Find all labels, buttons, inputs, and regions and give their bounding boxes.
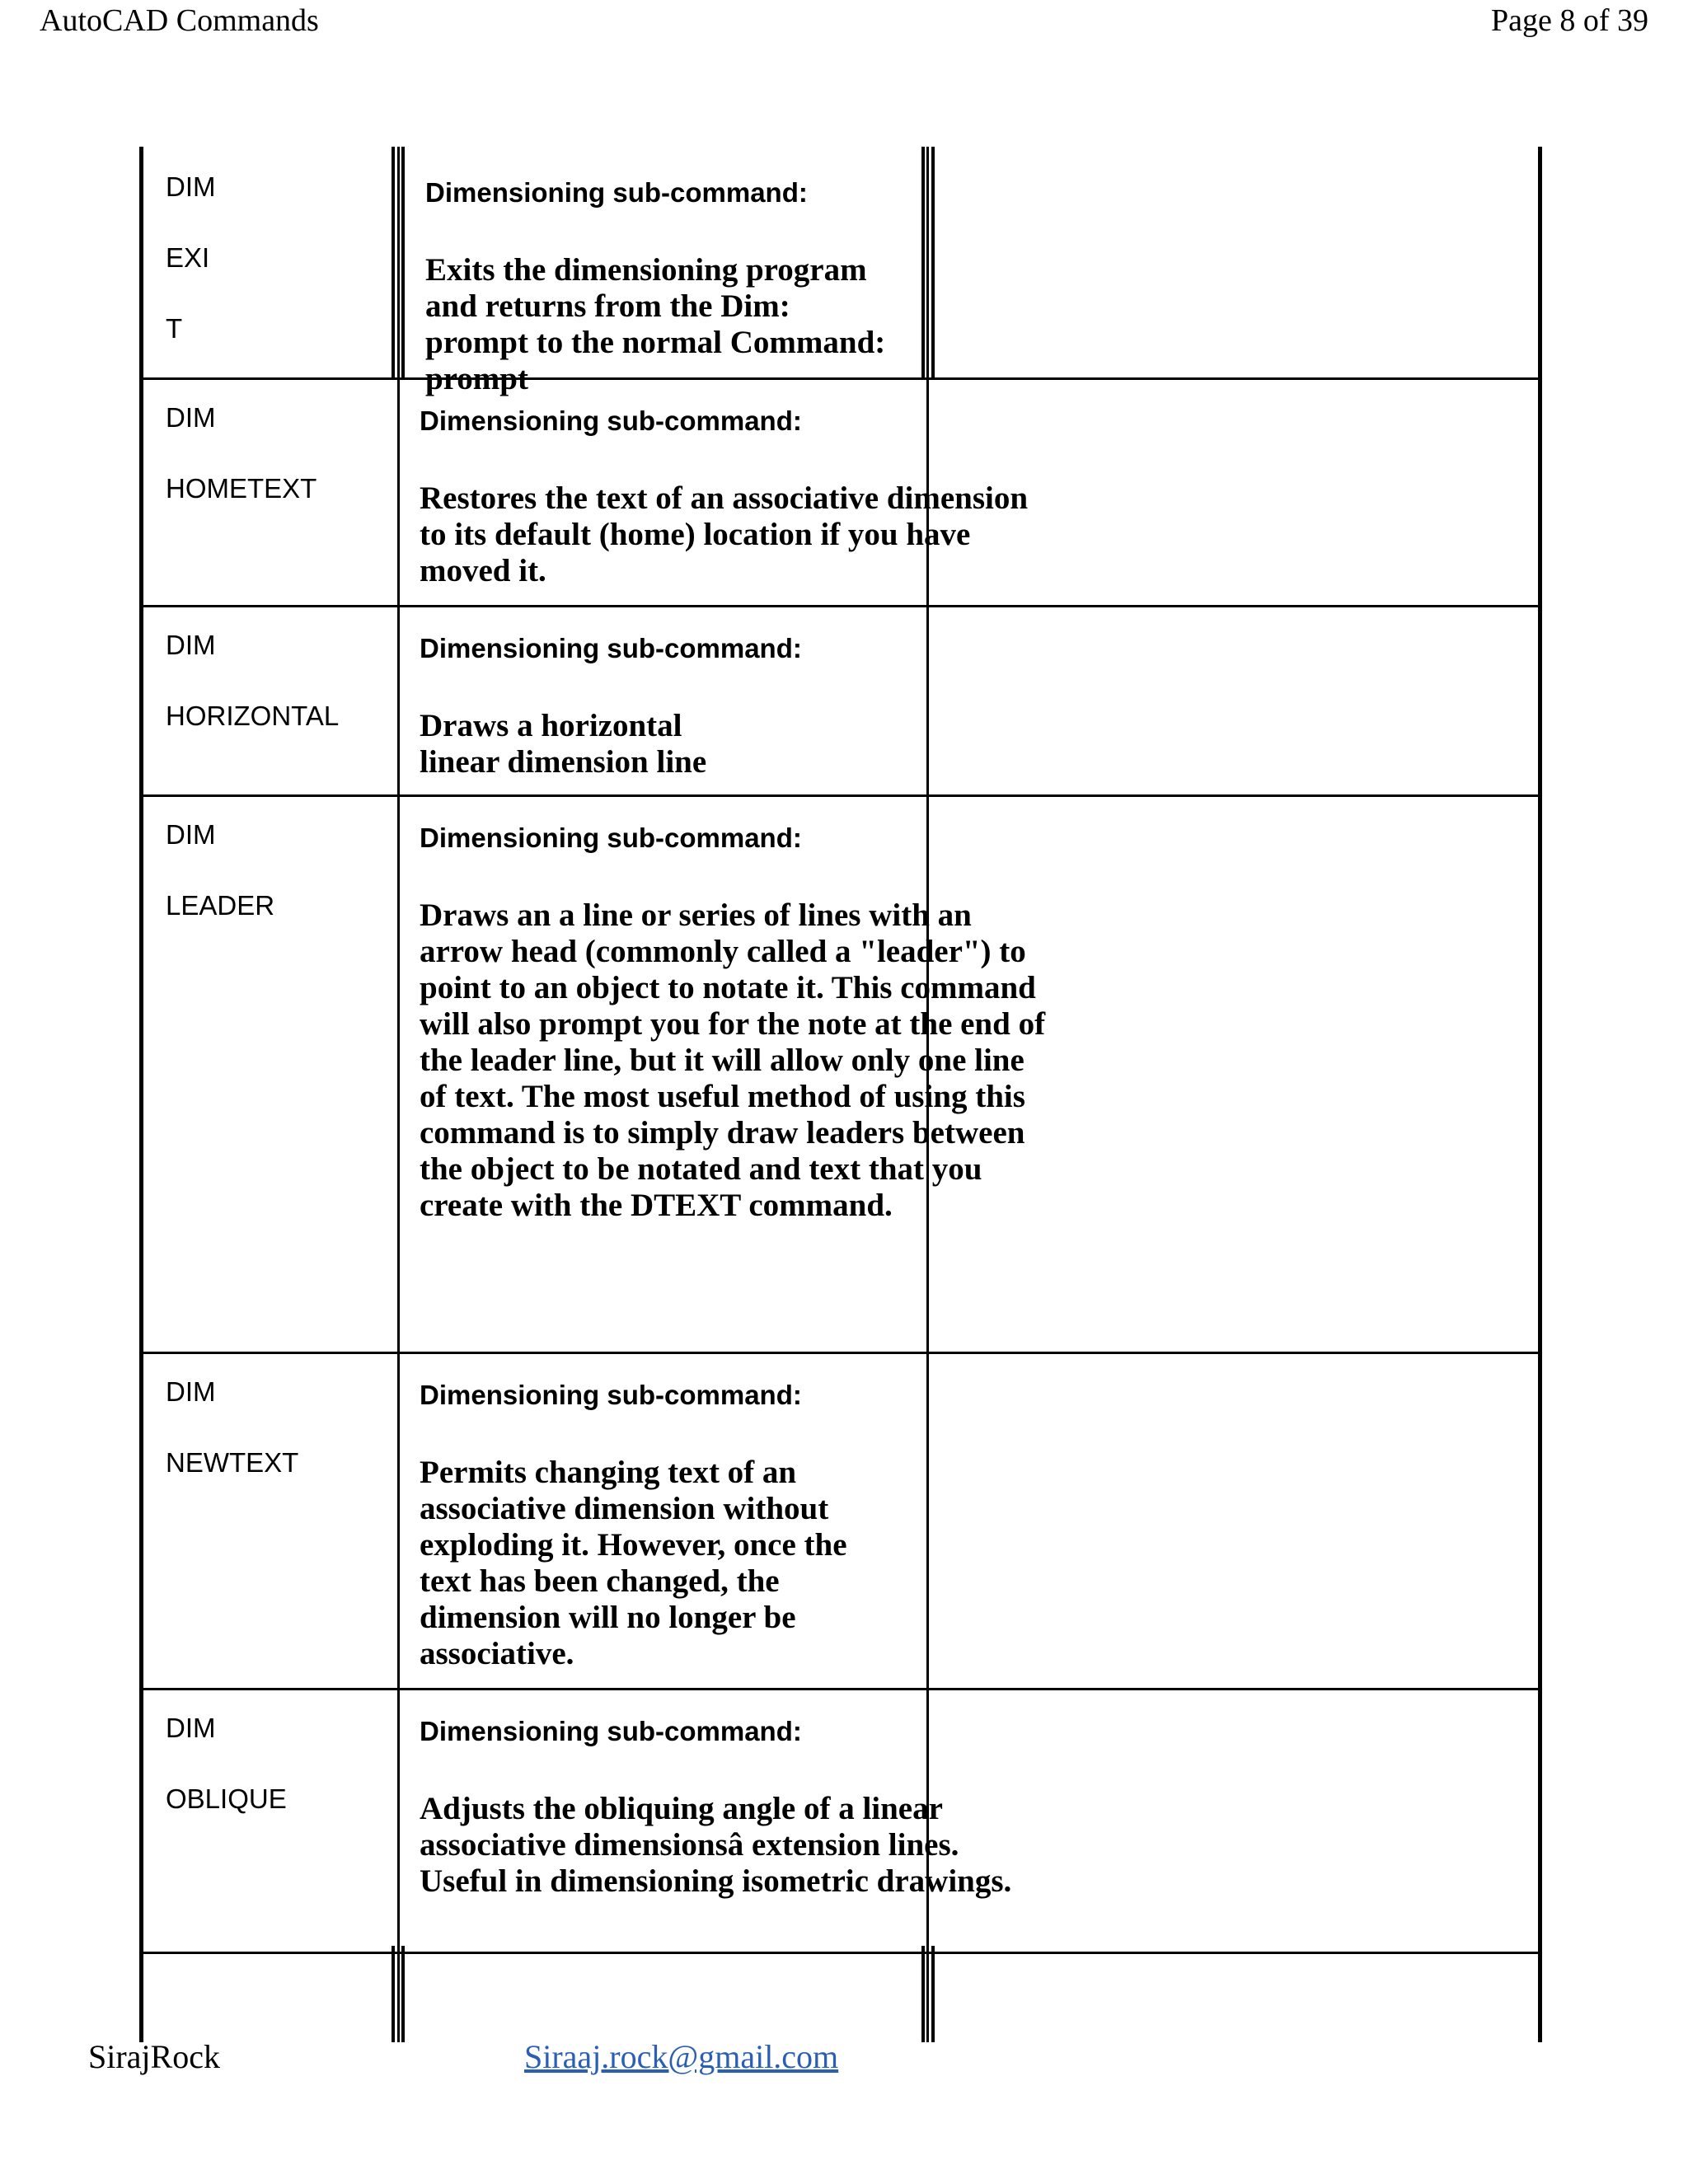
- table-row-description: [420, 822, 1046, 1352]
- command-name: HORIZONTAL: [166, 701, 340, 731]
- document-title: AutoCAD Commands: [40, 3, 319, 38]
- command-name: DIM: [166, 1713, 216, 1743]
- table-row-description: [420, 632, 1046, 794]
- table-row-command: [166, 1376, 388, 1688]
- table-row-description: [420, 1715, 1046, 1952]
- command-name: OBLIQUE: [166, 1783, 287, 1814]
- subcommand-label: Dimensioning sub-command:: [420, 1716, 802, 1746]
- command-description: Draws an a line or series of lines with an arrow head (commonly called a "leader") to point to an object to notate it. This command will also prompt you for the note at the end of the leader line, but it will allow only one line of text. The most useful method of using this command is to simply draw leaders between the object to be notated and text that you create with the DTEXT command.: [420, 898, 1046, 1223]
- table-border-right: [1538, 147, 1542, 2042]
- subcommand-label: Dimensioning sub-command:: [420, 633, 802, 663]
- table-row-description: [420, 405, 1046, 605]
- subcommand-label: Dimensioning sub-command:: [420, 823, 802, 853]
- command-name: LEADER: [166, 890, 275, 921]
- command-name: NEWTEXT: [166, 1447, 299, 1478]
- command-name: EXI: [166, 242, 210, 273]
- command-description: Permits changing text of an associative dimension without exploding it. However, once the text has been changed, the dimension will no longer be associative.: [420, 1455, 847, 1671]
- table-row-description: [425, 176, 887, 396]
- page-number: Page 8 of 39: [1490, 3, 1648, 38]
- table-row-command: [166, 630, 388, 794]
- command-name: DIM: [166, 402, 216, 433]
- command-description: Exits the dimensioning program and returns from the Dim: prompt to the normal Command: prompt: [425, 252, 886, 396]
- subcommand-label: Dimensioning sub-command:: [420, 1380, 802, 1410]
- row-divider: [139, 1952, 1542, 1954]
- row-divider: [139, 794, 1542, 797]
- footer-email-link[interactable]: Siraaj.rock@gmail.com: [524, 2038, 839, 2075]
- command-name: HOMETEXT: [166, 473, 317, 504]
- double-divider: [921, 147, 935, 379]
- row-divider: [139, 1688, 1542, 1690]
- table-row-command: [166, 402, 388, 605]
- subcommand-label: Dimensioning sub-command:: [420, 405, 802, 436]
- double-divider: [392, 147, 405, 379]
- table-row-command: [166, 171, 388, 377]
- command-name: DIM: [166, 1376, 216, 1407]
- column-divider: [397, 147, 400, 2042]
- command-description: Restores the text of an associative dimension to its default (home) location if you have moved it.: [420, 480, 1029, 588]
- row-divider: [139, 1352, 1542, 1354]
- subcommand-label: Dimensioning sub-command:: [425, 177, 808, 208]
- command-description: Adjusts the obliquing angle of a linear associative dimensionsâ extension lines. Useful in dimensioning isometric drawings.: [420, 1791, 1012, 1899]
- commands-table: [139, 147, 1542, 2042]
- double-divider: [392, 1946, 405, 2042]
- command-name: T: [166, 313, 183, 344]
- command-name: DIM: [166, 171, 216, 202]
- table-row-description: [420, 1379, 1046, 1688]
- row-divider: [139, 605, 1542, 607]
- command-description: Draws a horizontal linear dimension line: [420, 708, 707, 780]
- table-row-command: [166, 1713, 388, 1952]
- double-divider: [921, 1946, 935, 2042]
- command-name: DIM: [166, 819, 216, 850]
- command-name: DIM: [166, 630, 216, 660]
- table-border-left: [139, 147, 143, 2042]
- table-row-command: [166, 819, 388, 1352]
- footer-author: SirajRock: [88, 2038, 220, 2075]
